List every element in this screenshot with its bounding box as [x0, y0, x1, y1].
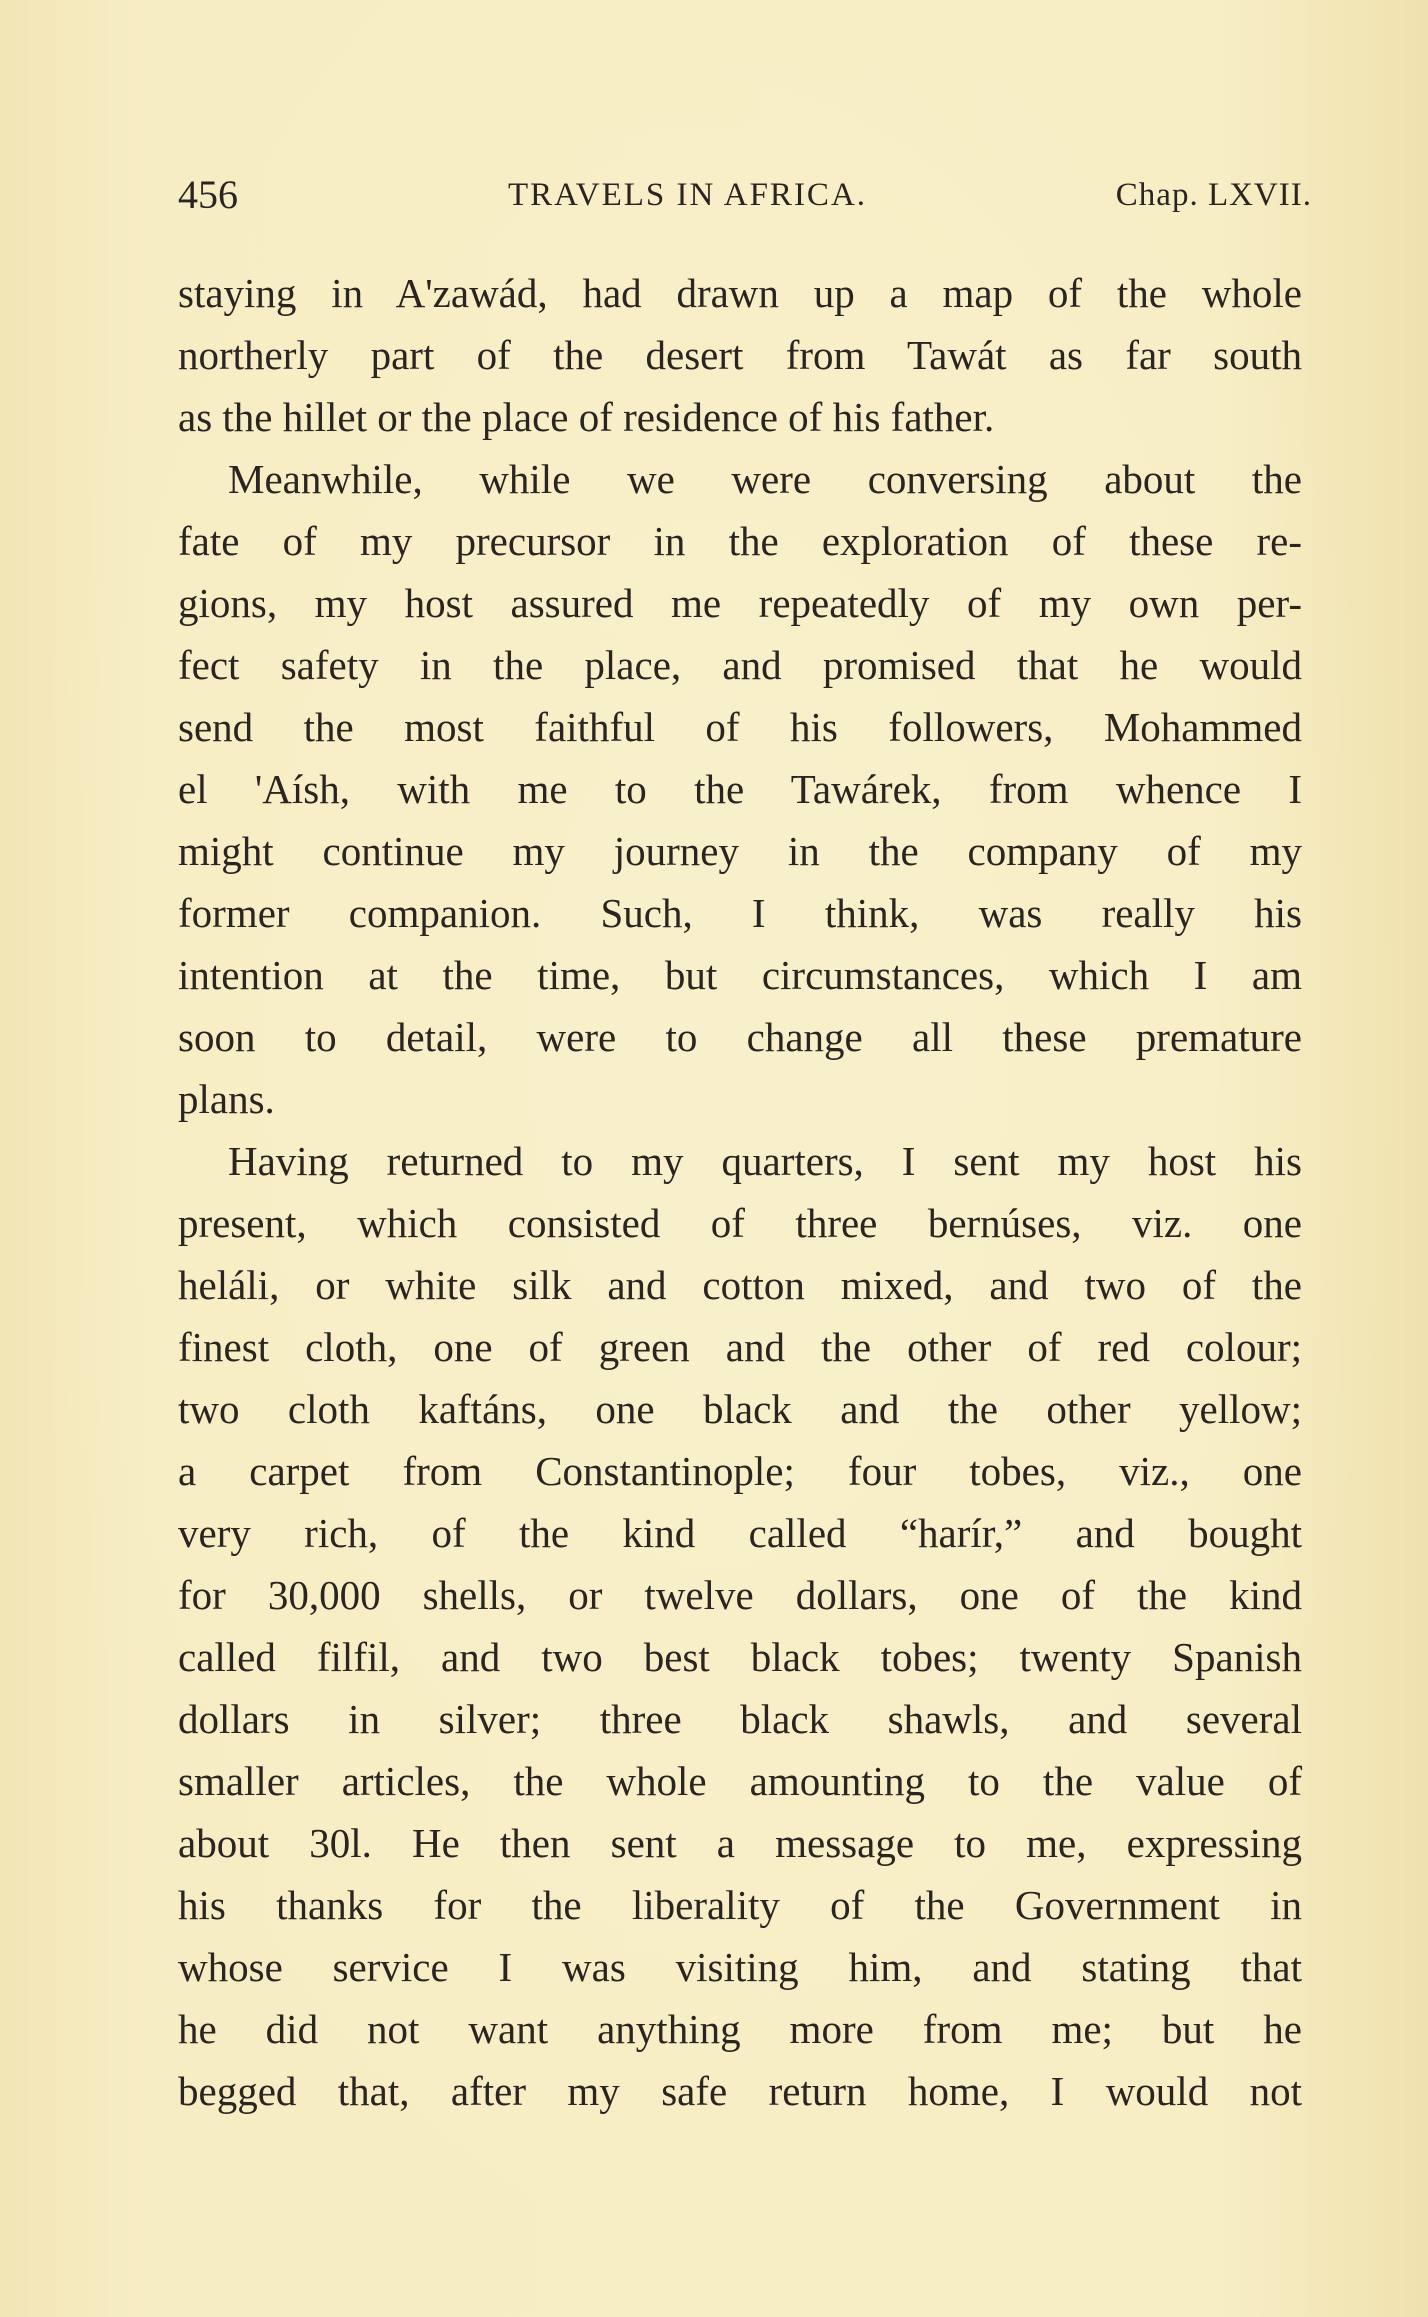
running-head [178, 170, 1312, 220]
text-line: he did not want anything more from me; but he [178, 2006, 1302, 2052]
text-line: former companion. Such, I think, was really his [178, 890, 1302, 936]
text-line: el 'Aísh, with me to the Tawárek, from whence I [178, 766, 1302, 812]
text-line: Meanwhile, while we were conversing about the [228, 456, 1302, 502]
text-line: soon to detail, were to change all these premature [178, 1014, 1302, 1060]
text-line: a carpet from Constantinople; four tobes, viz., one [178, 1448, 1302, 1494]
text-line: about 30l. He then sent a message to me, expressing [178, 1820, 1302, 1866]
text-line: whose service I was visiting him, and stating that [178, 1944, 1302, 1990]
text-line: plans. [178, 1076, 275, 1122]
text-line: present, which consisted of three bernúses, viz. one [178, 1200, 1302, 1246]
text-line: fect safety in the place, and promised that he would [178, 642, 1302, 688]
body-text [178, 262, 1302, 2122]
page-number: 456 [178, 172, 238, 217]
text-line: for 30,000 shells, or twelve dollars, one of the kind [178, 1572, 1302, 1618]
chapter-label: Chap. LXVII. [1115, 177, 1312, 213]
text-line: called filfil, and two best black tobes; twenty Spanish [178, 1634, 1302, 1680]
text-line: Having returned to my quarters, I sent my host his [228, 1138, 1302, 1184]
text-line: two cloth kaftáns, one black and the other yellow; [178, 1386, 1302, 1432]
text-line: dollars in silver; three black shawls, and several [178, 1696, 1302, 1742]
text-line: northerly part of the desert from Tawát as far south [178, 332, 1302, 378]
text-line: finest cloth, one of green and the other of red colour; [178, 1324, 1302, 1370]
text-line: as the hillet or the place of residence of his father. [178, 394, 995, 440]
text-line: begged that, after my safe return home, I would not [178, 2068, 1302, 2114]
text-line: intention at the time, but circumstances, which I am [178, 952, 1302, 998]
text-line: his thanks for the liberality of the Government in [178, 1882, 1302, 1928]
text-line: smaller articles, the whole amounting to the value of [178, 1758, 1302, 1804]
running-title: TRAVELS IN AFRICA. [508, 177, 868, 213]
text-line: very rich, of the kind called “harír,” and bought [178, 1510, 1302, 1556]
text-line: send the most faithful of his followers, Mohammed [178, 704, 1302, 750]
text-line: gions, my host assured me repeatedly of my own per- [178, 580, 1302, 626]
text-line: might continue my journey in the company of my [178, 828, 1302, 874]
text-line: fate of my precursor in the exploration of these re- [178, 518, 1302, 564]
text-line: heláli, or white silk and cotton mixed, and two of the [178, 1262, 1302, 1308]
text-line: staying in A'zawád, had drawn up a map of the whole [178, 270, 1302, 316]
